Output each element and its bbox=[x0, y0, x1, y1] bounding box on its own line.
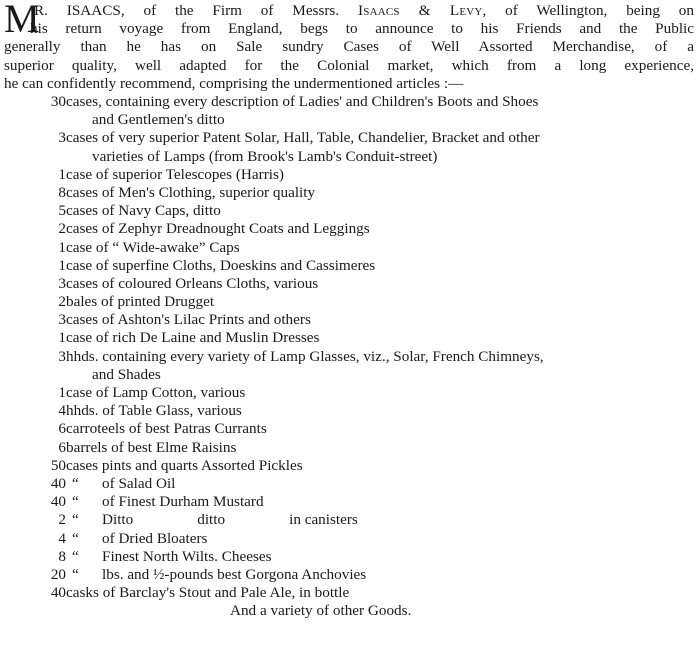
list-item: 40 “ of Salad Oil bbox=[50, 474, 176, 492]
list-item-continuation: and Shades bbox=[92, 365, 161, 383]
list-item: 3 cases of very superior Patent Solar, Hall, Table, Chandelier, Bracket and other bbox=[58, 129, 540, 147]
list-item: 1 case of superior Telescopes (Harris) bbox=[58, 165, 284, 183]
ditto-mark: “ bbox=[72, 529, 79, 547]
ditto-mark: “ bbox=[72, 493, 79, 511]
merchant-name: ISAACS bbox=[66, 2, 121, 19]
list-item: 2 bales of printed Drugget bbox=[58, 293, 215, 311]
intro-line-2: his return voyage from England, begs to announce to his Friends and the Public bbox=[30, 20, 694, 38]
ditto-mark: “ bbox=[72, 547, 79, 565]
intro-paragraph bbox=[4, 2, 694, 93]
intro-line-1: R. ISAACS, of the Firm of Messrs. Isaacs & Levy, of Wellington, being on bbox=[34, 2, 694, 19]
list-item: 1 case of Lamp Cotton, various bbox=[58, 384, 246, 401]
list-item: 1 case of rich De Laine and Muslin Dresses bbox=[58, 329, 320, 347]
list-item: 4 hhds. of Table Glass, various bbox=[58, 402, 242, 420]
closing-line: And a variety of other Goods. bbox=[230, 602, 412, 620]
list-item: 8 “ Finest North Wilts. Cheeses bbox=[58, 547, 272, 565]
list-item: 3 cases of Ashton's Lilac Prints and others bbox=[58, 311, 311, 329]
intro-line-3: generally than he has on Sale sundry Cases of Well Assorted Merchandise, of a bbox=[4, 38, 694, 56]
ditto-mark: “ bbox=[72, 511, 79, 529]
firm-name: Isaacs & Levy bbox=[358, 2, 483, 19]
intro-line-4: superior quality, well adapted for the Colonial market, which from a long experience, bbox=[4, 56, 694, 74]
list-item: 1 case of superfine Cloths, Doeskins and Cassimeres bbox=[58, 256, 376, 274]
list-item: 4 “ of Dried Bloaters bbox=[58, 529, 208, 547]
list-item: 6 barrels of best Elme Raisins bbox=[58, 438, 237, 456]
list-item-continuation: and Gentlemen's ditto bbox=[92, 111, 225, 129]
list-item: 20 “ lbs. and ½-pounds best Gorgona Anchovies bbox=[50, 565, 367, 583]
drop-cap: M bbox=[4, 0, 40, 41]
list-item: 30 cases, containing every description of Ladies' and Children's Boots and Shoes bbox=[50, 93, 539, 110]
advertisement bbox=[4, 2, 694, 620]
ditto-mark: “ bbox=[72, 565, 79, 583]
list-item: 2 cases of Zephyr Dreadnought Coats and Leggings bbox=[58, 220, 370, 238]
list-item: 40 casks of Barclay's Stout and Pale Ale, in bottle bbox=[50, 584, 350, 602]
list-item: 3 cases of coloured Orleans Cloths, various bbox=[58, 274, 319, 292]
list-item: 40 “ of Finest Durham Mustard bbox=[50, 493, 264, 511]
list-item: 6 carroteels of best Patras Currants bbox=[58, 420, 267, 438]
list-item: 50 cases pints and quarts Assorted Pickles bbox=[50, 456, 303, 474]
intro-line-5: he can confidently recommend, comprising the undermentioned articles :— bbox=[4, 74, 464, 92]
list-item: 8 cases of Men's Clothing, superior quality bbox=[58, 183, 316, 201]
list-item-continuation: varieties of Lamps (from Brook's Lamb's Conduit-street) bbox=[92, 147, 438, 165]
merchandise-list bbox=[4, 93, 694, 620]
ditto-mark: “ bbox=[72, 474, 79, 492]
list-item: 1 case of “ Wide-awake” Caps bbox=[58, 238, 240, 256]
list-item: 3 hhds. containing every variety of Lamp Glasses, viz., Solar, French Chimneys, bbox=[58, 347, 544, 365]
list-item: 2 “ Ditto ditto in canisters bbox=[58, 511, 358, 529]
list-item: 5 cases of Navy Caps, ditto bbox=[58, 202, 221, 220]
